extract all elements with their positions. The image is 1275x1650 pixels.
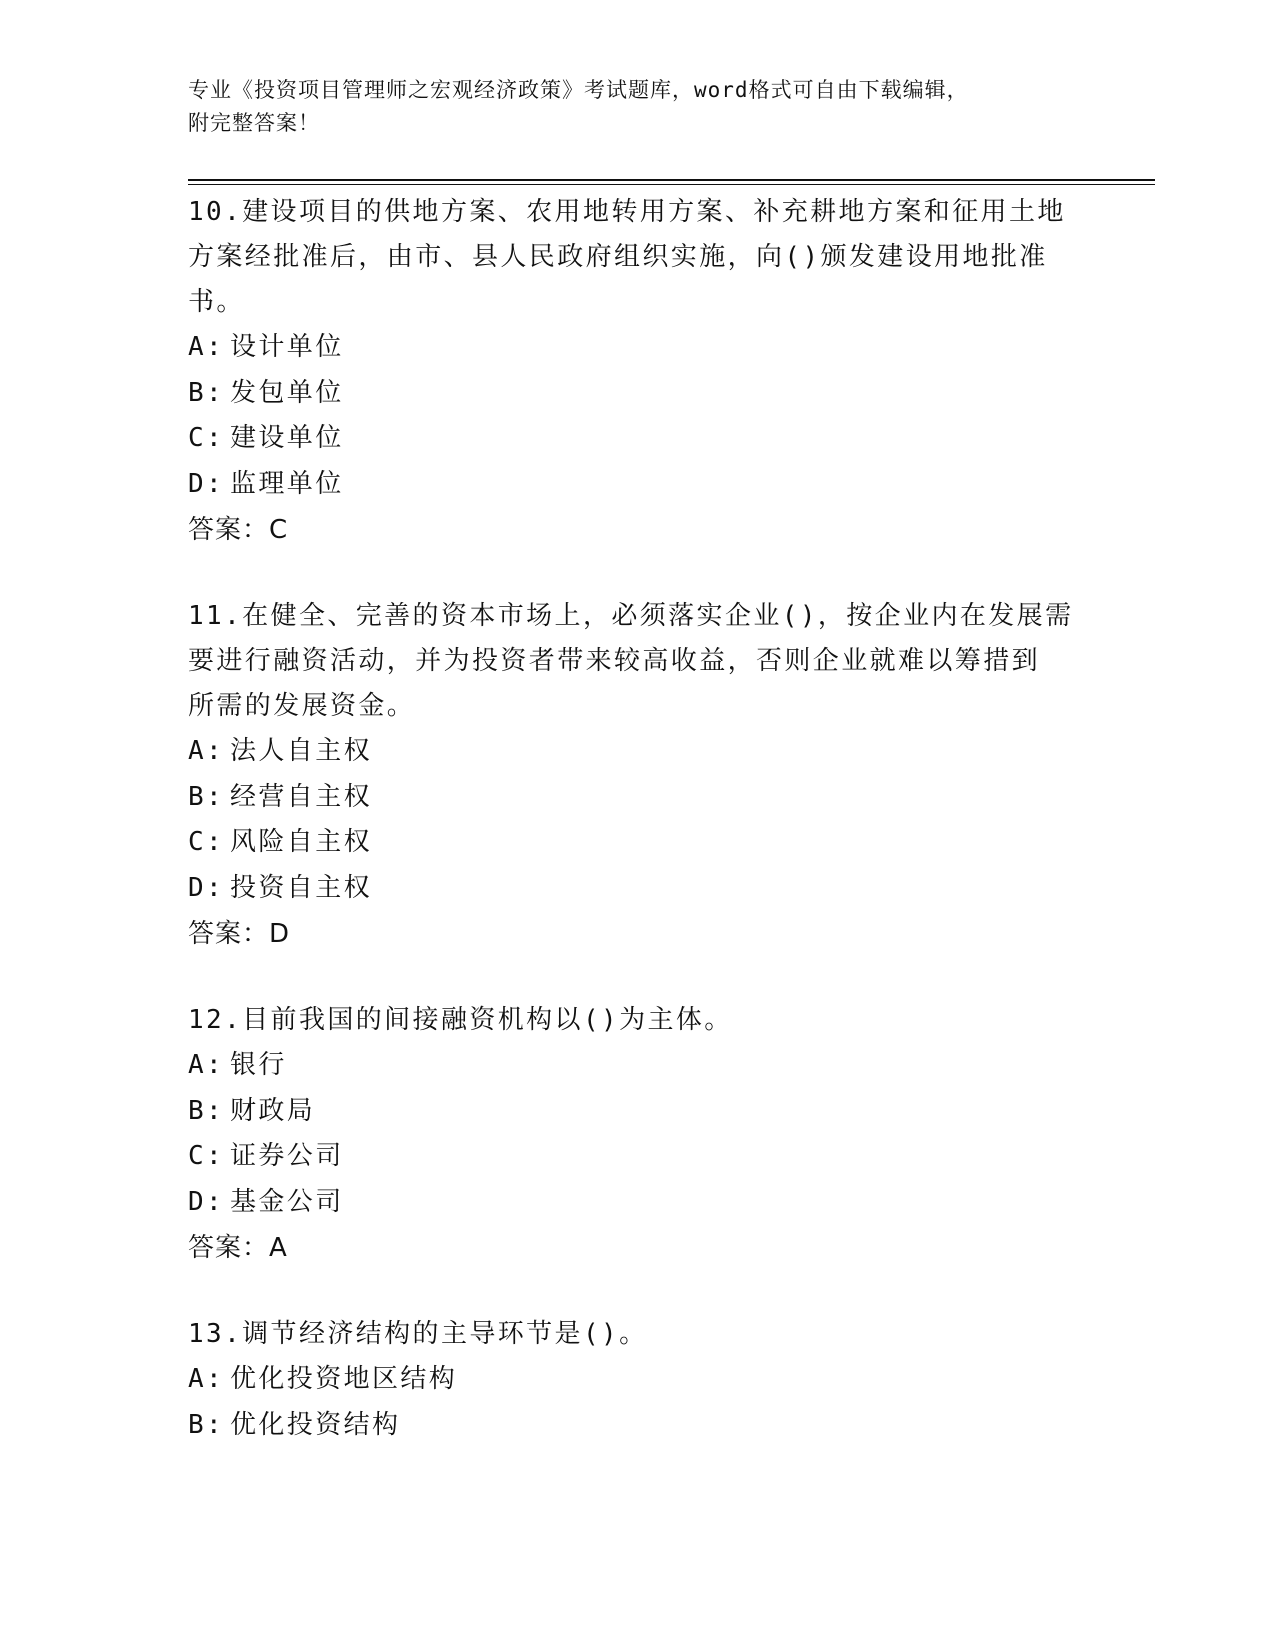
question-11-option-d — [188, 866, 1088, 912]
document-header — [188, 74, 1088, 140]
option-text: 监理单位 — [230, 468, 344, 499]
question-12 — [188, 998, 1088, 1271]
option-text: 证券公司 — [230, 1141, 344, 1171]
option-text: 风险自主权 — [230, 827, 373, 857]
answer-label: 答案： — [188, 1233, 270, 1263]
answer-label: 答案： — [188, 919, 270, 949]
question-list — [188, 190, 1088, 1489]
question-10-option-b — [188, 371, 1088, 417]
question-12-option-d — [188, 1180, 1088, 1226]
question-12-option-c — [188, 1134, 1088, 1180]
option-letter: B: — [188, 781, 225, 812]
question-12-text-line-1: 12.目前我国的间接融资机构以()为主体。 — [188, 1005, 733, 1035]
answer-value: A — [269, 1233, 288, 1263]
option-text: 建设单位 — [230, 423, 344, 453]
option-text: 发包单位 — [230, 377, 344, 408]
option-text: 优化投资结构 — [230, 1409, 401, 1440]
option-text: 基金公司 — [230, 1186, 344, 1217]
question-13-option-a — [188, 1357, 1088, 1403]
option-letter: C: — [188, 827, 225, 857]
option-text: 法人自主权 — [230, 736, 373, 766]
option-text: 设计单位 — [230, 332, 344, 362]
option-letter: B: — [188, 1409, 225, 1440]
option-text: 投资自主权 — [230, 872, 373, 903]
question-10-text-line-1: 10.建设项目的供地方案、农用地转用方案、补充耕地方案和征用土地 — [188, 197, 1066, 227]
question-11-text-line-2: 要进行融资活动，并为投资者带来较高收益，否则企业就难以筹措到 — [188, 646, 1041, 676]
question-11 — [188, 594, 1088, 957]
option-letter: A: — [188, 1050, 225, 1080]
question-11-option-c — [188, 820, 1088, 866]
option-letter: C: — [188, 423, 225, 453]
question-13 — [188, 1312, 1088, 1448]
question-10-option-a — [188, 325, 1088, 371]
header-line-1: 专业《投资项目管理师之宏观经济政策》考试题库，word格式可自由下载编辑， — [188, 78, 969, 102]
question-11-answer — [188, 911, 1088, 957]
answer-label: 答案： — [188, 515, 270, 545]
question-10-option-d — [188, 462, 1088, 508]
option-letter: A: — [188, 332, 225, 362]
option-letter: A: — [188, 736, 225, 766]
header-divider — [188, 179, 1155, 185]
question-11-option-a — [188, 729, 1088, 775]
question-10-text-line-3: 书。 — [188, 287, 245, 317]
question-11-text-line-3: 所需的发展资金。 — [188, 691, 416, 721]
option-text: 优化投资地区结构 — [230, 1364, 458, 1394]
option-letter: B: — [188, 1095, 225, 1126]
option-letter: B: — [188, 377, 225, 408]
option-letter: D: — [188, 872, 225, 903]
question-13-text-line-1: 13.调节经济结构的主导环节是()。 — [188, 1319, 648, 1349]
option-text: 银行 — [230, 1050, 287, 1080]
answer-value: D — [269, 919, 291, 949]
header-line-2: 附完整答案！ — [188, 111, 320, 135]
question-10 — [188, 190, 1088, 553]
option-letter: D: — [188, 468, 225, 499]
question-12-option-b — [188, 1089, 1088, 1135]
option-text: 财政局 — [230, 1095, 316, 1126]
option-text: 经营自主权 — [230, 781, 373, 812]
question-13-option-b — [188, 1403, 1088, 1449]
question-11-option-b — [188, 775, 1088, 821]
option-letter: D: — [188, 1186, 225, 1217]
question-10-option-c — [188, 416, 1088, 462]
question-10-text-line-2: 方案经批准后，由市、县人民政府组织实施，向()颁发建设用地批准 — [188, 242, 1048, 272]
question-10-answer — [188, 507, 1088, 553]
answer-value: C — [269, 515, 289, 545]
option-letter: C: — [188, 1141, 225, 1171]
question-12-option-a — [188, 1043, 1088, 1089]
option-letter: A: — [188, 1364, 225, 1394]
question-11-text-line-1: 11.在健全、完善的资本市场上，必须落实企业()，按企业内在发展需 — [188, 601, 1074, 631]
question-12-answer — [188, 1225, 1088, 1271]
